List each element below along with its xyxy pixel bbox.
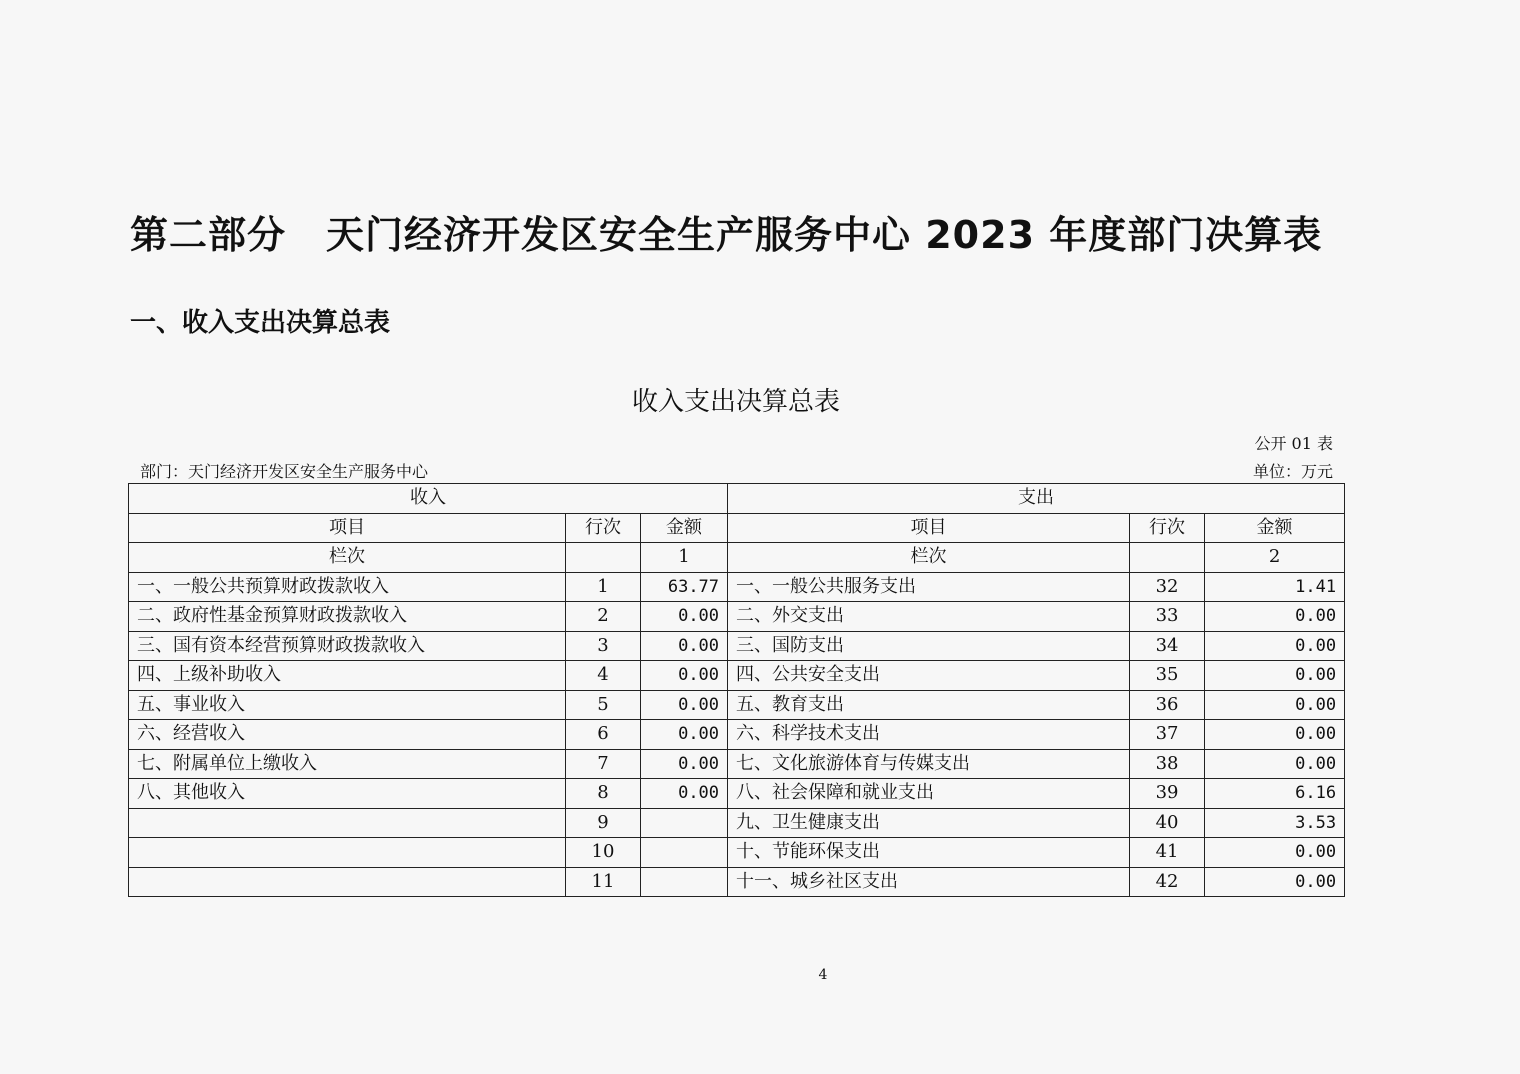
expense-index-row-no <box>1130 543 1205 573</box>
expense-item-cell: 三、国防支出 <box>728 631 1130 661</box>
income-item-cell: 七、附属单位上缴收入 <box>129 749 566 779</box>
table-row <box>129 779 1345 809</box>
expense-amount-cell: 3.53 <box>1205 808 1345 838</box>
income-item-cell: 三、国有资本经营预算财政拨款收入 <box>129 631 566 661</box>
income-row-no-cell: 7 <box>566 749 641 779</box>
expense-item-cell: 一、一般公共服务支出 <box>728 572 1130 602</box>
expense-row-no-cell: 37 <box>1130 720 1205 750</box>
expense-row-no-header: 行次 <box>1130 513 1205 543</box>
expense-amount-cell: 0.00 <box>1205 631 1345 661</box>
expense-amount-cell: 0.00 <box>1205 690 1345 720</box>
part-label: 第二部分 <box>130 213 287 257</box>
table-row <box>129 720 1345 750</box>
expense-item-header: 项目 <box>728 513 1130 543</box>
income-row-no-cell: 11 <box>566 867 641 897</box>
income-row-no-cell: 4 <box>566 661 641 691</box>
income-item-cell: 二、政府性基金预算财政拨款收入 <box>129 602 566 632</box>
table-row <box>129 838 1345 868</box>
table-body <box>129 484 1345 897</box>
expense-amount-cell: 0.00 <box>1205 749 1345 779</box>
expense-row-no-cell: 33 <box>1130 602 1205 632</box>
table-row <box>129 572 1345 602</box>
expense-amount-cell: 0.00 <box>1205 867 1345 897</box>
income-item-cell: 六、经营收入 <box>129 720 566 750</box>
table-row <box>129 808 1345 838</box>
income-index-row-no <box>566 543 641 573</box>
income-row-no-cell: 8 <box>566 779 641 809</box>
expense-row-no-cell: 35 <box>1130 661 1205 691</box>
income-amount-cell <box>641 838 728 868</box>
income-amount-cell: 0.00 <box>641 720 728 750</box>
income-item-cell: 五、事业收入 <box>129 690 566 720</box>
expense-header: 支出 <box>728 484 1345 514</box>
expense-row-no-cell: 34 <box>1130 631 1205 661</box>
expense-item-cell: 九、卫生健康支出 <box>728 808 1130 838</box>
table-row <box>129 661 1345 691</box>
income-row-no-cell: 9 <box>566 808 641 838</box>
income-index-value: 1 <box>641 543 728 573</box>
income-row-no-cell: 6 <box>566 720 641 750</box>
income-amount-cell: 0.00 <box>641 779 728 809</box>
income-item-cell <box>129 867 566 897</box>
table-row <box>129 749 1345 779</box>
income-amount-cell: 0.00 <box>641 661 728 691</box>
section-heading: 一、收入支出决算总表 <box>130 308 391 338</box>
table-row <box>129 631 1345 661</box>
expense-item-cell: 十一、城乡社区支出 <box>728 867 1130 897</box>
expense-item-cell: 二、外交支出 <box>728 602 1130 632</box>
income-row-no-cell: 1 <box>566 572 641 602</box>
expense-amount-cell: 0.00 <box>1205 661 1345 691</box>
expense-row-no-cell: 41 <box>1130 838 1205 868</box>
expense-amount-header: 金额 <box>1205 513 1345 543</box>
income-index-label: 栏次 <box>129 543 566 573</box>
table-caption: 收入支出决算总表 <box>631 387 840 417</box>
page-title <box>130 204 1322 259</box>
expense-index-label: 栏次 <box>728 543 1130 573</box>
expense-row-no-cell: 32 <box>1130 572 1205 602</box>
expense-item-cell: 五、教育支出 <box>728 690 1130 720</box>
income-row-no-header: 行次 <box>566 513 641 543</box>
expense-amount-cell: 0.00 <box>1205 720 1345 750</box>
document-title: 天门经济开发区安全生产服务中心 2023 年度部门决算表 <box>326 213 1323 257</box>
expense-amount-cell: 6.16 <box>1205 779 1345 809</box>
page-number: 4 <box>818 967 828 983</box>
income-header: 收入 <box>129 484 728 514</box>
table-column-header-row <box>129 513 1345 543</box>
expense-row-no-cell: 42 <box>1130 867 1205 897</box>
income-amount-cell: 63.77 <box>641 572 728 602</box>
table-row <box>129 867 1345 897</box>
income-item-header: 项目 <box>129 513 566 543</box>
income-item-cell: 一、一般公共预算财政拨款收入 <box>129 572 566 602</box>
table-code: 公开 01 表 <box>1254 434 1333 453</box>
expense-row-no-cell: 36 <box>1130 690 1205 720</box>
expense-item-cell: 六、科学技术支出 <box>728 720 1130 750</box>
expense-amount-cell: 0.00 <box>1205 602 1345 632</box>
expense-item-cell: 四、公共安全支出 <box>728 661 1130 691</box>
expense-item-cell: 十、节能环保支出 <box>728 838 1130 868</box>
table-row <box>129 690 1345 720</box>
income-row-no-cell: 3 <box>566 631 641 661</box>
income-amount-cell <box>641 867 728 897</box>
expense-item-cell: 八、社会保障和就业支出 <box>728 779 1130 809</box>
income-amount-cell: 0.00 <box>641 749 728 779</box>
income-amount-header: 金额 <box>641 513 728 543</box>
table-row <box>129 602 1345 632</box>
expense-index-value: 2 <box>1205 543 1345 573</box>
table-column-index-row <box>129 543 1345 573</box>
expense-amount-cell: 1.41 <box>1205 572 1345 602</box>
expense-item-cell: 七、文化旅游体育与传媒支出 <box>728 749 1130 779</box>
unit-label: 单位：万元 <box>1252 462 1333 481</box>
expense-row-no-cell: 39 <box>1130 779 1205 809</box>
income-amount-cell <box>641 808 728 838</box>
department-label: 部门：天门经济开发区安全生产服务中心 <box>140 462 429 481</box>
income-expense-table <box>128 483 1345 897</box>
expense-row-no-cell: 38 <box>1130 749 1205 779</box>
expense-row-no-cell: 40 <box>1130 808 1205 838</box>
income-row-no-cell: 2 <box>566 602 641 632</box>
expense-amount-cell: 0.00 <box>1205 838 1345 868</box>
income-amount-cell: 0.00 <box>641 602 728 632</box>
income-item-cell <box>129 808 566 838</box>
income-item-cell: 八、其他收入 <box>129 779 566 809</box>
table-group-header-row <box>129 484 1345 514</box>
income-item-cell <box>129 838 566 868</box>
income-amount-cell: 0.00 <box>641 631 728 661</box>
income-amount-cell: 0.00 <box>641 690 728 720</box>
income-row-no-cell: 10 <box>566 838 641 868</box>
income-item-cell: 四、上级补助收入 <box>129 661 566 691</box>
income-row-no-cell: 5 <box>566 690 641 720</box>
